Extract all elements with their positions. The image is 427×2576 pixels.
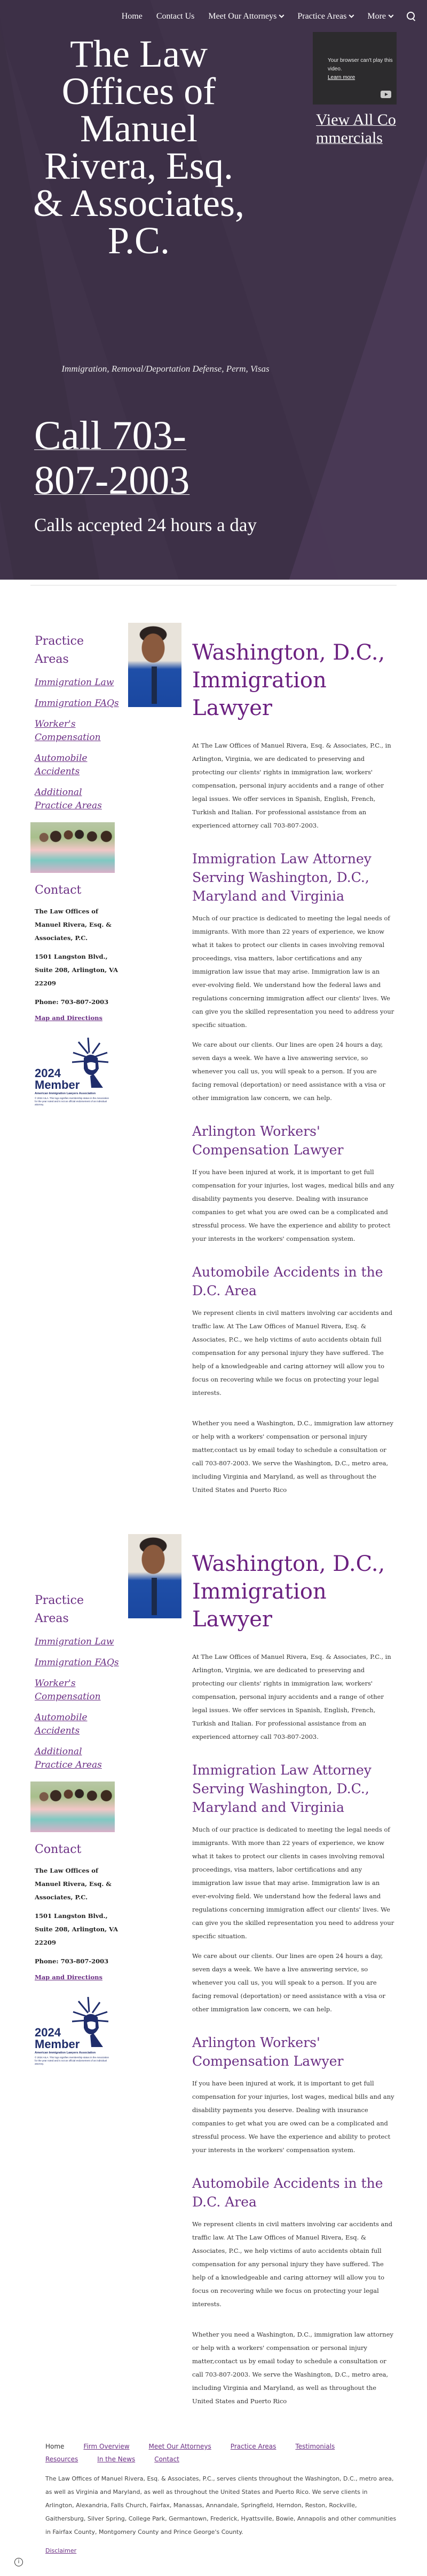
content-block-2 <box>30 1534 397 2408</box>
contact-heading: Contact <box>35 884 82 897</box>
section-paragraph: Much of our practice is dedicated to meeting the legal needs of immigrants. With more than 22 years of experience, we know what it takes to protect our clients in cases involving removal proceedings, visa matters, labor certifications and any immigration law issue that may arise. Immigration law is an ever-evolving field. We understand how the federal laws and regulations concerning immigration affect our clients' lives. We can give you the skilled representation you need to address your specific situation. <box>192 914 394 1029</box>
badge-association: American Immigration Lawyers Association <box>35 1092 96 1095</box>
badge-year: 2024 <box>35 2026 61 2039</box>
sidebar-link-workers-compensation[interactable]: Worker's Compensation <box>35 719 101 743</box>
section-paragraph: We represent clients in civil matters involving car accidents and traffic law. At The Law Offices of Manuel Rivera, Esq. & Associates, P.C., we help victims of auto accidents obtain full compensation for any personal injury they have suffered. The help of a knowledgeable and caring attorney will allow you to focus on recovering while we focus on protecting your legal interests. <box>192 2220 393 2308</box>
footer-link-practice-areas[interactable]: Practice Areas <box>230 2443 276 2450</box>
youtube-play-icon[interactable] <box>381 91 391 98</box>
content-block <box>30 1534 397 2408</box>
learn-more-link[interactable]: Learn more <box>328 75 355 81</box>
footer-link-resources[interactable]: Resources <box>45 2455 78 2463</box>
content-block <box>30 585 397 1497</box>
info-icon[interactable]: i <box>14 2558 23 2566</box>
closing-paragraph: Whether you need a Washington, D.C., immigration law attorney or help with a workers' compensation or personal injury matter,contact us by email today to schedule a consultation or call 703-807-2003. We serve the Washington, D.C., metro area, including Virginia and Maryland, as well as throughout the United States and Puerto Rico <box>192 2331 393 2405</box>
practice-areas-heading: Practice Areas <box>35 635 84 666</box>
nav-practice-label: Practice Areas <box>297 12 347 21</box>
calls-accepted-note: Calls accepted 24 hours a day <box>34 515 257 535</box>
nav-home-label: Home <box>121 12 143 21</box>
footer-service-area-text: The Law Offices of Manuel Rivera, Esq. & Associates, P.C., serves clients throughout the Washington, D.C., metro area, as well as Virginia and Maryland, as well as throughout the United States and Puerto Rico. We serve clients in Arlington, Alexandria, Falls Church, Fairfax, Manassas, Annandale, Springfield, Herndon, Reston, Rockville, Gaithersburg, Silver Spring, College Park, Germantown, Frederick, Hyattsville, Bowie, Annapolis and other communities in Fairfax County, Montgomery County and Prince George's County. <box>45 2475 397 2535</box>
attorney-photo <box>128 1534 181 1618</box>
practice-areas-panel <box>35 632 120 813</box>
footer <box>0 2408 427 2576</box>
sidebar-link-immigration-law[interactable]: Immigration Law <box>35 677 114 688</box>
intro-paragraph: At The Law Offices of Manuel Rivera, Esq. & Associates, P.C., in Arlington, Virginia, we are dedicated to preserving and protecting our clients' rights in immigration law, workers' compensation, personal injury accidents and a range of other legal issues. We offer services in Spanish, English, French, Turkish and Italian. For professional assistance from an experienced attorney call 703-807-2003. <box>192 742 391 829</box>
badge-member: Member <box>35 1078 80 1092</box>
nav-contact-us[interactable] <box>156 12 195 21</box>
hero-tagline: Immigration, Removal/Deportation Defense, Perm, Visas <box>61 364 270 374</box>
nav-contact-label: Contact Us <box>156 12 195 21</box>
closing-paragraph: Whether you need a Washington, D.C., immigration law attorney or help with a workers' compensation or personal injury matter,contact us by email today to schedule a consultation or call 703-807-2003. We serve the Washington, D.C., metro area, including Virginia and Maryland, as well as throughout the United States and Puerto Rico <box>192 1419 393 1494</box>
sidebar-link-additional-practice-areas[interactable]: Additional Practice Areas <box>35 787 102 811</box>
section-heading-immigration: Immigration Law Attorney Serving Washington, D.C., Maryland and Virginia <box>192 851 371 904</box>
footer-link-meet-attorneys[interactable]: Meet Our Attorneys <box>148 2443 211 2450</box>
practice-areas-list <box>35 1635 120 1772</box>
chevron-down-icon <box>349 12 354 18</box>
section-heading-workers-comp: Arlington Workers' Compensation Lawyer <box>192 1124 344 1158</box>
main-content <box>0 585 427 2408</box>
section-heading-immigration: Immigration Law Attorney Serving Washington, D.C., Maryland and Virginia <box>192 1762 371 1815</box>
section-heading-auto-accidents: Automobile Accidents in the D.C. Area <box>192 1264 383 1298</box>
call-phone-link[interactable]: Call 703-807-2003 <box>34 413 190 503</box>
family-photo <box>30 822 115 873</box>
sidebar <box>35 1545 120 2408</box>
page-title: Washington, D.C., Immigration Lawyer <box>192 1552 385 1632</box>
firm-name: The Law Offices of Manuel Rivera, Esq. & Associates, P.C. <box>35 1867 112 1901</box>
family-photo <box>30 1781 115 1832</box>
section-paragraph: We care about our clients. Our lines are open 24 hours a day, seven days a week. We have a live answering service, so whenever you call us, you will speak to a person. If you are facing removal (deportation) or need assistance with a visa or other immigration law concern, we can help. <box>192 1952 386 2013</box>
practice-areas-heading: Practice Areas <box>35 1594 84 1625</box>
chevron-down-icon <box>389 12 394 18</box>
nav-more[interactable] <box>367 12 393 21</box>
sidebar-link-workers-compensation[interactable]: Worker's Compensation <box>35 1678 101 1702</box>
badge-fine-print: © 2024 AILA. This logo signifies membership status in the Association for the year noted and is not an official endorsement of an individual attorney. <box>35 1097 109 1106</box>
top-navigation <box>0 9 427 25</box>
sidebar-link-automobile-accidents[interactable]: Automobile Accidents <box>35 753 88 777</box>
section-paragraph: If you have been injured at work, it is important to get full compensation for your injuries, lost wages, medical bills and any disability payments you deserve. Dealing with insurance companies to get what you are owed can be a complicated and stressful process. We have the experience and ability to protect your interests in the workers' compensation system. <box>192 2080 394 2154</box>
nav-practice-areas[interactable] <box>297 12 353 21</box>
footer-navigation <box>45 2440 397 2466</box>
badge-fine-print: © 2024 AILA. This logo signifies membership status in the Association for the year noted and is not an official endorsement of an individual attorney. <box>35 2056 109 2065</box>
contact-heading: Contact <box>35 1843 82 1856</box>
view-all-commercials-link[interactable]: View All Commercials <box>316 111 396 147</box>
firm-phone: Phone: 703-807-2003 <box>35 998 109 1006</box>
sidebar-link-automobile-accidents[interactable]: Automobile Accidents <box>35 1712 88 1736</box>
section-paragraph: We care about our clients. Our lines are open 24 hours a day, seven days a week. We have a live answering service, so whenever you call us, you will speak to a person. If you are facing removal (deportation) or need assistance with a visa or other immigration law concern, we can help. <box>192 1041 386 1102</box>
sidebar-link-additional-practice-areas[interactable]: Additional Practice Areas <box>35 1746 102 1770</box>
aila-member-badge <box>35 1037 109 1111</box>
firm-name: The Law Offices of Manuel Rivera, Esq. & Associates, P.C. <box>35 908 112 942</box>
aila-member-badge <box>35 1996 109 2071</box>
contact-panel <box>35 881 120 1022</box>
footer-link-contact[interactable]: Contact <box>154 2455 179 2463</box>
nav-home[interactable] <box>122 12 143 21</box>
section-paragraph: Much of our practice is dedicated to meeting the legal needs of immigrants. With more than 22 years of experience, we know what it takes to protect our clients in cases involving removal proceedings, visa matters, labor certifications and any immigration law issue that may arise. Immigration law is an ever-evolving field. We understand how the federal laws and regulations concerning immigration affect our clients' lives. We can give you the skilled representation you need to address your specific situation. <box>192 1826 394 1940</box>
section-heading-workers-comp: Arlington Workers' Compensation Lawyer <box>192 2035 344 2069</box>
sidebar <box>35 585 120 1497</box>
badge-association: American Immigration Lawyers Association <box>35 2051 96 2055</box>
disclaimer-link[interactable]: Disclaimer <box>45 2547 77 2554</box>
footer-link-firm-overview[interactable]: Firm Overview <box>83 2443 130 2450</box>
main-article <box>192 1550 397 2408</box>
section-heading-auto-accidents: Automobile Accidents in the D.C. Area <box>192 2176 383 2210</box>
footer-link-in-the-news[interactable]: In the News <box>97 2455 136 2463</box>
badge-member: Member <box>35 2037 80 2051</box>
sidebar-link-immigration-law[interactable]: Immigration Law <box>35 1636 114 1647</box>
chevron-down-icon <box>279 12 284 18</box>
section-paragraph: We represent clients in civil matters involving car accidents and traffic law. At The Law Offices of Manuel Rivera, Esq. & Associates, P.C., we help victims of auto accidents obtain full compensation for any personal injury they have suffered. The help of a knowledgeable and caring attorney will allow you to focus on recovering while we focus on protecting your legal interests. <box>192 1309 393 1397</box>
practice-areas-list <box>35 676 120 813</box>
nav-more-label: More <box>367 12 386 21</box>
footer-link-testimonials[interactable]: Testimonials <box>295 2443 335 2450</box>
nav-meet-attorneys[interactable] <box>208 12 283 21</box>
attorney-photo <box>128 623 181 707</box>
sidebar-link-immigration-faqs[interactable]: Immigration FAQs <box>35 1657 119 1668</box>
video-error-message: Your browser can't play this video. <box>328 58 393 72</box>
footer-link-home[interactable]: Home <box>45 2443 65 2450</box>
search-icon[interactable] <box>407 12 416 21</box>
content-block-1 <box>30 585 397 1497</box>
page-title: Washington, D.C., Immigration Lawyer <box>192 640 385 720</box>
intro-paragraph: At The Law Offices of Manuel Rivera, Esq. & Associates, P.C., in Arlington, Virginia, we are dedicated to preserving and protecting our clients' rights in immigration law, workers' compensation, personal injury accidents and a range of other legal issues. We offer services in Spanish, English, French, Turkish and Italian. For professional assistance from an experienced attorney call 703-807-2003. <box>192 1653 391 1740</box>
firm-address: 1501 Langston Blvd., Suite 208, Arlington, VA 22209 <box>35 1912 118 1946</box>
site-title: The Law Offices of Manuel Rivera, Esq. & Associates, P.C. <box>33 33 244 262</box>
map-directions-link[interactable]: Map and Directions <box>35 1973 102 1981</box>
section-paragraph: If you have been injured at work, it is important to get full compensation for your injuries, lost wages, medical bills and any disability payments you deserve. Dealing with insurance companies to get what you are owed can be a complicated and stressful process. We have the experience and ability to protect your interests in the workers' compensation system. <box>192 1168 394 1242</box>
contact-panel <box>35 1841 120 1981</box>
firm-address: 1501 Langston Blvd., Suite 208, Arlington, VA 22209 <box>35 953 118 987</box>
practice-areas-panel <box>35 1592 120 1772</box>
firm-phone: Phone: 703-807-2003 <box>35 1957 109 1965</box>
video-player[interactable] <box>313 32 397 105</box>
sidebar-link-immigration-faqs[interactable]: Immigration FAQs <box>35 698 119 709</box>
nav-attorneys-label: Meet Our Attorneys <box>208 12 277 21</box>
map-directions-link[interactable]: Map and Directions <box>35 1014 102 1022</box>
badge-year: 2024 <box>35 1066 61 1080</box>
hero-banner <box>0 0 427 580</box>
main-article <box>192 639 397 1497</box>
